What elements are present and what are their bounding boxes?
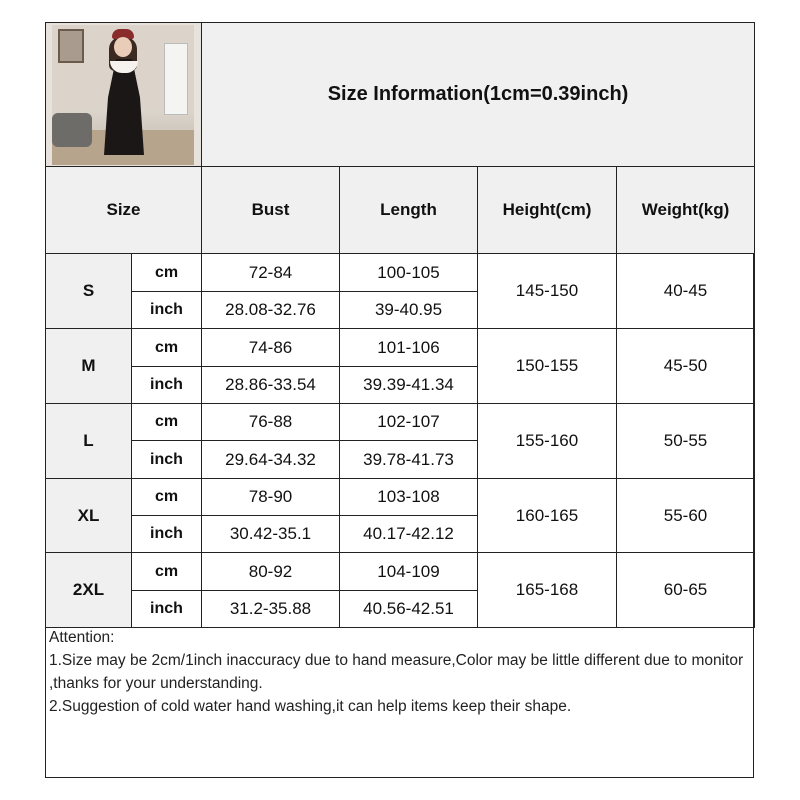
- weight-value: 40-45: [617, 254, 755, 329]
- unit-inch: inch: [132, 367, 202, 404]
- weight-value: 50-55: [617, 404, 755, 479]
- height-value: 145-150: [478, 254, 617, 329]
- unit-inch: inch: [132, 516, 202, 553]
- bust-inch: 30.42-35.1: [202, 516, 340, 553]
- table-row: [46, 254, 755, 292]
- size-label: L: [46, 404, 132, 479]
- product-photo: [46, 23, 202, 167]
- height-value: 150-155: [478, 329, 617, 404]
- unit-cm: cm: [132, 404, 202, 441]
- table-row: [46, 404, 755, 441]
- size-label: S: [46, 254, 132, 329]
- unit-cm: cm: [132, 329, 202, 367]
- height-value: 155-160: [478, 404, 617, 479]
- length-inch: 39.78-41.73: [340, 441, 478, 479]
- header-bust: Bust: [202, 167, 340, 254]
- bust-cm: 72-84: [202, 254, 340, 292]
- bust-cm: 78-90: [202, 479, 340, 516]
- length-cm: 103-108: [340, 479, 478, 516]
- unit-cm: cm: [132, 254, 202, 292]
- chart-title: Size Information(1cm=0.39inch): [202, 23, 755, 167]
- unit-inch: inch: [132, 591, 202, 628]
- attention-heading: Attention:: [49, 629, 115, 646]
- weight-value: 55-60: [617, 479, 755, 553]
- bust-cm: 74-86: [202, 329, 340, 367]
- size-label: M: [46, 329, 132, 404]
- attention-line-1: 1.Size may be 2cm/1inch inaccuracy due to hand measure,Color may be little different due to monitor ,thanks for your understanding.: [49, 652, 744, 692]
- bust-inch: 29.64-34.32: [202, 441, 340, 479]
- bust-inch: 28.86-33.54: [202, 367, 340, 404]
- weight-value: 45-50: [617, 329, 755, 404]
- length-cm: 104-109: [340, 553, 478, 591]
- attention-notes: [49, 626, 749, 718]
- bust-cm: 80-92: [202, 553, 340, 591]
- length-inch: 40.17-42.12: [340, 516, 478, 553]
- header-length: Length: [340, 167, 478, 254]
- table-row: [46, 479, 755, 516]
- length-cm: 100-105: [340, 254, 478, 292]
- attention-line-2: 2.Suggestion of cold water hand washing,it can help items keep their shape.: [49, 698, 572, 715]
- bust-inch: 31.2-35.88: [202, 591, 340, 628]
- unit-inch: inch: [132, 441, 202, 479]
- unit-cm: cm: [132, 553, 202, 591]
- header-weight: Weight(kg): [617, 167, 755, 254]
- size-label: XL: [46, 479, 132, 553]
- length-cm: 101-106: [340, 329, 478, 367]
- length-inch: 39.39-41.34: [340, 367, 478, 404]
- size-label: 2XL: [46, 553, 132, 628]
- length-inch: 39-40.95: [340, 292, 478, 329]
- height-value: 160-165: [478, 479, 617, 553]
- unit-inch: inch: [132, 292, 202, 329]
- length-cm: 102-107: [340, 404, 478, 441]
- bust-cm: 76-88: [202, 404, 340, 441]
- height-value: 165-168: [478, 553, 617, 628]
- length-inch: 40.56-42.51: [340, 591, 478, 628]
- unit-cm: cm: [132, 479, 202, 516]
- header-height: Height(cm): [478, 167, 617, 254]
- bust-inch: 28.08-32.76: [202, 292, 340, 329]
- size-chart-table: [45, 22, 755, 628]
- table-row: [46, 553, 755, 591]
- weight-value: 60-65: [617, 553, 755, 628]
- header-size: Size: [46, 167, 202, 254]
- table-row: [46, 329, 755, 367]
